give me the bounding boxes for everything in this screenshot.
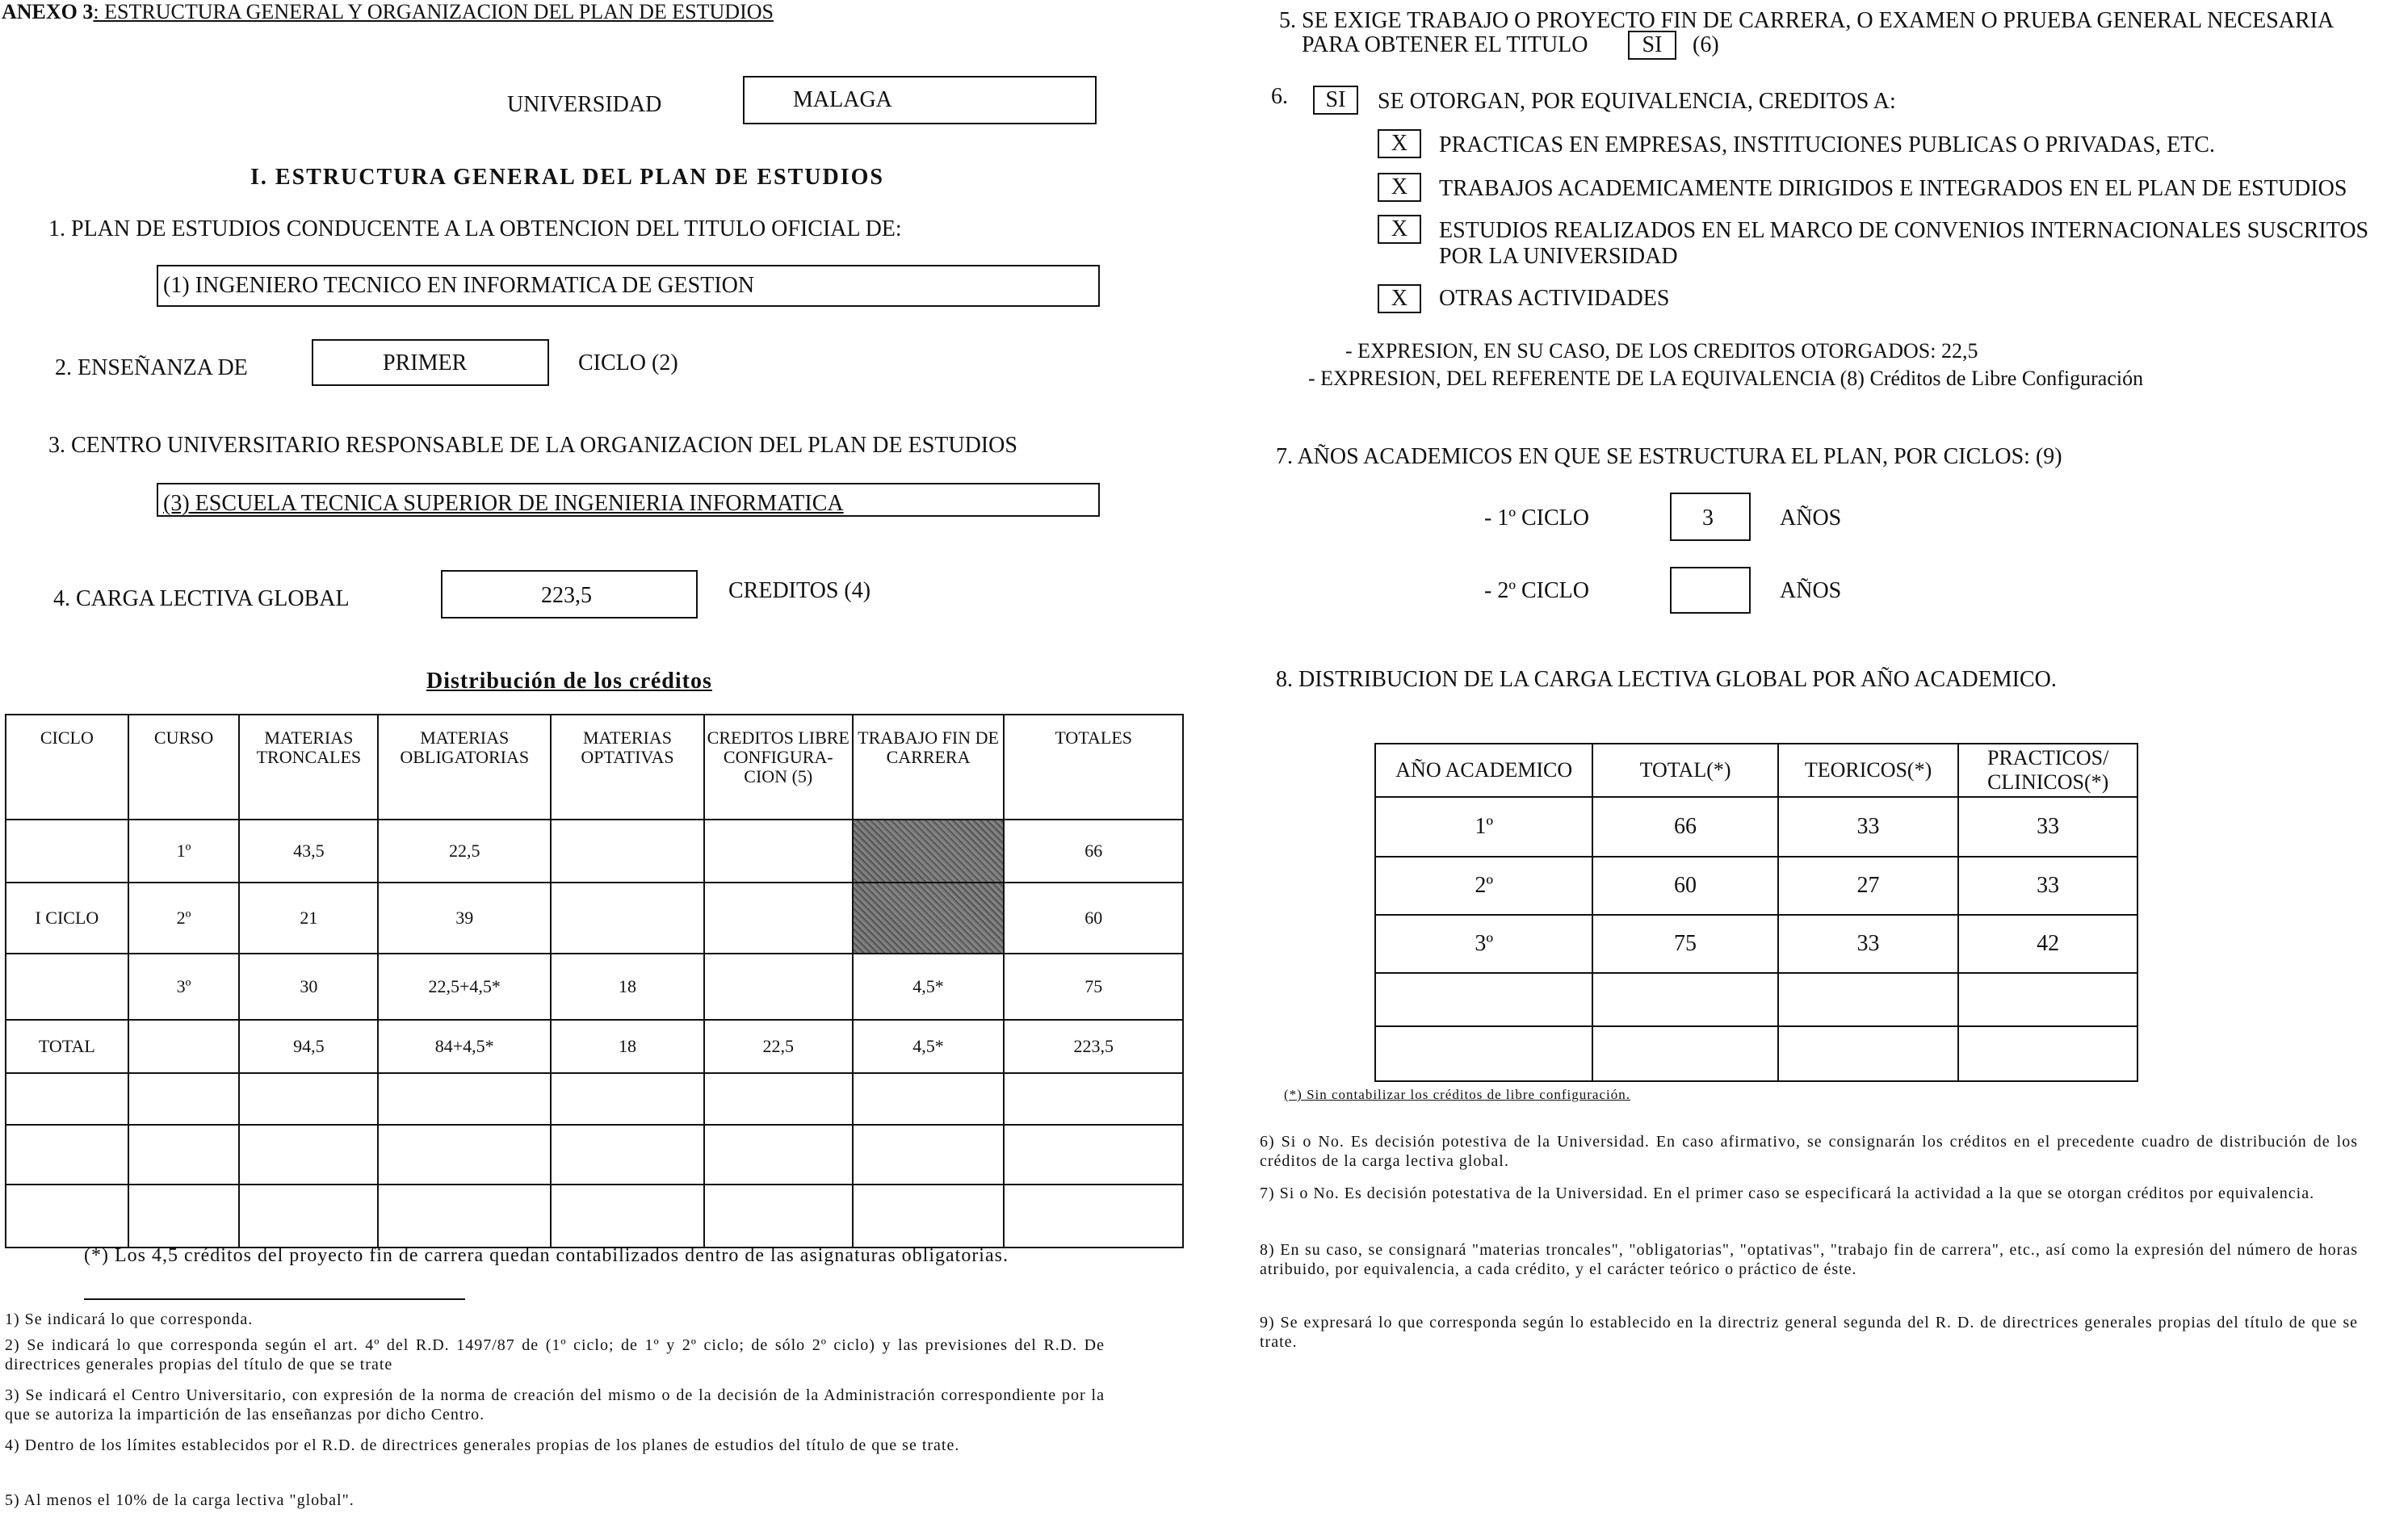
left-note-5: 5) Al menos el 10% de la carga lectiva "global". <box>5 1491 354 1509</box>
degree-title-box <box>157 265 1100 307</box>
cell-troncales: 21 <box>239 883 378 954</box>
item6-number: 6. <box>1271 84 1288 109</box>
header-teoricos: TEORICOS(*) <box>1778 744 1959 797</box>
cell-teoricos: 33 <box>1778 915 1959 973</box>
header-total: TOTAL(*) <box>1592 744 1777 797</box>
section-title: I. ESTRUCTURA GENERAL DEL PLAN DE ESTUDIOS <box>250 165 884 190</box>
item5-line1: 5. SE EXIGE TRABAJO O PROYECTO FIN DE CARRERA, O EXAMEN O PRUEBA GENERAL NECESARIA <box>1279 8 2335 33</box>
table-row-total <box>6 1020 1183 1073</box>
cell-obligatorias: 39 <box>378 883 551 954</box>
cell-ciclo: TOTAL <box>6 1020 128 1073</box>
cell-libre <box>704 954 853 1020</box>
cycle-box <box>312 339 549 386</box>
cell-total: 60 <box>1592 857 1777 915</box>
header-ciclo: CICLO <box>6 715 128 820</box>
cell-practicos: 33 <box>1958 857 2137 915</box>
university-label: UNIVERSIDAD <box>507 92 662 117</box>
cell-libre: 22,5 <box>704 1020 853 1073</box>
distribution-title: Distribución de los créditos <box>426 669 712 694</box>
table-row <box>6 820 1183 883</box>
university-box <box>743 76 1097 124</box>
cell-optativas <box>551 820 704 883</box>
university-value: MALAGA <box>793 87 892 112</box>
header-trabajo: TRABAJO FIN DE CARRERA <box>853 715 1005 820</box>
table-header-row <box>6 715 1183 820</box>
header-year: AÑO ACADEMICO <box>1375 744 1592 797</box>
item5-line2: PARA OBTENER EL TITULO <box>1302 32 1588 57</box>
cell-curso: 1º <box>128 820 240 883</box>
item6-value-box: SI <box>1313 86 1358 115</box>
cell-trabajo: 4,5* <box>853 1020 1005 1073</box>
option-3-checkbox[interactable]: X <box>1378 215 1421 244</box>
item1-label: 1. PLAN DE ESTUDIOS CONDUCENTE A LA OBTENCION DEL TITULO OFICIAL DE: <box>48 216 902 241</box>
ciclo2-label: - 2º CICLO <box>1484 578 1590 603</box>
empty-row <box>1375 1026 2137 1081</box>
cell-optativas: 18 <box>551 954 704 1020</box>
ciclo2-years-box <box>1670 567 1751 614</box>
right-note-8: 8) En su caso, se consignará "materias troncales", "obligatorias", "optativas", "trabajo fin de carrera", etc., así como la expresión del número de horas atribuido, por equivalencia, a cada crédito, y el carácter teórico o práctico de éste. <box>1260 1241 2358 1278</box>
table-row <box>6 883 1183 954</box>
header-libre: CREDITOS LIBRE CONFIGURA-CION (5) <box>704 715 853 820</box>
right-note-6: 6) Si o No. Es decisión potestiva de la Universidad. En caso afirmativo, se consignarán los créditos en el precedente cuadro de distribución de los créditos de la carga lectiva global. <box>1260 1133 2358 1170</box>
table-header-row <box>1375 744 2137 797</box>
empty-row <box>1375 973 2137 1026</box>
option-4-checkbox[interactable]: X <box>1378 284 1421 313</box>
annex-label: ANEXO 3 <box>2 0 94 23</box>
cell-totales: 60 <box>1004 883 1183 954</box>
credit-distribution-table <box>5 714 1184 1248</box>
header-optativas: MATERIAS OPTATIVAS <box>551 715 704 820</box>
empty-row <box>6 1125 1183 1185</box>
empty-row <box>6 1073 1183 1125</box>
right-note-9: 9) Se expresará lo que corresponda según lo establecido en la directriz general segunda del R. D. de directrices generales propias del título de que se trate. <box>1260 1314 2358 1351</box>
ciclo1-unit: AÑOS <box>1780 505 1842 530</box>
option-3-label: ESTUDIOS REALIZADOS EN EL MARCO DE CONVENIOS INTERNACIONALES SUSCRITOS <box>1439 218 2369 243</box>
cell-totales: 75 <box>1004 954 1183 1020</box>
cell-teoricos: 27 <box>1778 857 1959 915</box>
center-box <box>157 483 1100 517</box>
center-value: (3) ESCUELA TECNICA SUPERIOR DE INGENIERIA INFORMATICA <box>163 491 844 516</box>
cell-year: 3º <box>1375 915 1592 973</box>
item2-label: 2. ENSEÑANZA DE <box>55 355 248 380</box>
cell-ciclo <box>6 820 128 883</box>
item6-expr2: - EXPRESION, DEL REFERENTE DE LA EQUIVALENCIA (8) Créditos de Libre Configuración <box>1308 367 2144 390</box>
cell-teoricos: 33 <box>1778 797 1959 857</box>
cycle-value: PRIMER <box>383 350 468 375</box>
option-4-label: OTRAS ACTIVIDADES <box>1439 286 1670 311</box>
cell-total: 66 <box>1592 797 1777 857</box>
left-note-1: 1) Se indicará lo que corresponda. <box>5 1310 254 1328</box>
item3-label: 3. CENTRO UNIVERSITARIO RESPONSABLE DE LA ORGANIZACION DEL PLAN DE ESTUDIOS <box>48 433 1017 458</box>
ciclo2-unit: AÑOS <box>1780 578 1842 603</box>
cell-trabajo-shaded <box>853 883 1005 954</box>
item6-expr1: - EXPRESION, EN SU CASO, DE LOS CREDITOS OTORGADOS: 22,5 <box>1345 339 1978 363</box>
load-table-footnote: (*) Sin contabilizar los créditos de libre configuración. <box>1284 1087 1630 1102</box>
cell-optativas: 18 <box>551 1020 704 1073</box>
item4-label: 4. CARGA LECTIVA GLOBAL <box>53 586 350 611</box>
header-obligatorias: MATERIAS OBLIGATORIAS <box>378 715 551 820</box>
cell-total: 75 <box>1592 915 1777 973</box>
cell-obligatorias: 84+4,5* <box>378 1020 551 1073</box>
cell-year: 2º <box>1375 857 1592 915</box>
item5-value-box: SI <box>1628 31 1676 60</box>
cell-troncales: 94,5 <box>239 1020 378 1073</box>
left-note-3: 3) Se indicará el Centro Universitario, con expresión de la norma de creación del mismo o de la decisión de la Administración correspondiente por la que se autoriza la impartición de las enseñanzas por dicho Centro. <box>5 1386 1105 1424</box>
degree-title-value: (1) INGENIERO TECNICO EN INFORMATICA DE GESTION <box>163 273 755 298</box>
cell-optativas <box>551 883 704 954</box>
ciclo1-years-value: 3 <box>1702 505 1714 530</box>
item8-label: 8. DISTRIBUCION DE LA CARGA LECTIVA GLOBAL POR AÑO ACADEMICO. <box>1276 667 2057 692</box>
cell-ciclo: I CICLO <box>6 883 128 954</box>
header-practicos: PRACTICOS/ CLINICOS(*) <box>1958 744 2137 797</box>
table-row <box>1375 857 2137 915</box>
annual-load-table <box>1374 743 2138 1082</box>
cell-totales: 223,5 <box>1004 1020 1183 1073</box>
cell-year: 1º <box>1375 797 1592 857</box>
cell-troncales: 30 <box>239 954 378 1020</box>
credits-value: 223,5 <box>541 583 592 608</box>
cell-curso: 3º <box>128 954 240 1020</box>
cell-libre <box>704 820 853 883</box>
cell-troncales: 43,5 <box>239 820 378 883</box>
cell-trabajo-shaded <box>853 820 1005 883</box>
cell-practicos: 42 <box>1958 915 2137 973</box>
table-row <box>6 954 1183 1020</box>
option-3-label-cont: POR LA UNIVERSIDAD <box>1439 244 1678 269</box>
cell-trabajo: 4,5* <box>853 954 1005 1020</box>
cell-obligatorias: 22,5+4,5* <box>378 954 551 1020</box>
item4-suffix: CREDITOS (4) <box>728 578 871 603</box>
cell-totales: 66 <box>1004 820 1183 883</box>
item5-ref: (6) <box>1693 32 1719 57</box>
left-note-4: 4) Dentro de los límites establecidos por el R.D. de directrices generales propias de los planes de estudios del título de que se trate. <box>5 1436 960 1454</box>
header-troncales: MATERIAS TRONCALES <box>239 715 378 820</box>
item2-suffix: CICLO (2) <box>578 350 678 375</box>
item6-label: SE OTORGAN, POR EQUIVALENCIA, CREDITOS A: <box>1378 89 1896 114</box>
option-1-label: PRACTICAS EN EMPRESAS, INSTITUCIONES PUBLICAS O PRIVADAS, ETC. <box>1439 132 2215 157</box>
empty-row <box>6 1185 1183 1248</box>
table-row <box>1375 797 2137 857</box>
table-row <box>1375 915 2137 973</box>
cell-ciclo <box>6 954 128 1020</box>
credits-box <box>441 570 698 619</box>
left-note-2: 2) Se indicará lo que corresponda según el art. 4º del R.D. 1497/87 de (1º ciclo; de 1º y 2º ciclo; de sólo 2º ciclo) y las previsiones del R.D. De directrices generales propias del título de que se trate <box>5 1336 1105 1373</box>
item7-label: 7. AÑOS ACADEMICOS EN QUE SE ESTRUCTURA EL PLAN, POR CICLOS: (9) <box>1276 444 2062 469</box>
cell-curso <box>128 1020 240 1073</box>
cell-obligatorias: 22,5 <box>378 820 551 883</box>
cell-curso: 2º <box>128 883 240 954</box>
option-1-checkbox[interactable]: X <box>1378 129 1421 158</box>
footnote-divider <box>84 1298 465 1300</box>
ciclo1-years-box <box>1670 493 1751 541</box>
distribution-footnote: (*) Los 4,5 créditos del proyecto fin de carrera quedan contabilizados dentro de las asignaturas obligatorias. <box>84 1245 1009 1266</box>
header-curso: CURSO <box>128 715 240 820</box>
cell-libre <box>704 883 853 954</box>
annex-heading <box>2 0 774 24</box>
cell-practicos: 33 <box>1958 797 2137 857</box>
header-totales: TOTALES <box>1004 715 1183 820</box>
annex-title: : ESTRUCTURA GENERAL Y ORGANIZACION DEL PLAN DE ESTUDIOS <box>93 0 774 23</box>
option-2-label: TRABAJOS ACADEMICAMENTE DIRIGIDOS E INTEGRADOS EN EL PLAN DE ESTUDIOS <box>1439 176 2347 201</box>
right-note-7: 7) Si o No. Es decisión potestativa de la Universidad. En el primer caso se especificará la actividad a la que se otorgan créditos por equivalencia. <box>1260 1185 2315 1202</box>
option-2-checkbox[interactable]: X <box>1378 173 1421 202</box>
ciclo1-label: - 1º CICLO <box>1484 505 1590 530</box>
